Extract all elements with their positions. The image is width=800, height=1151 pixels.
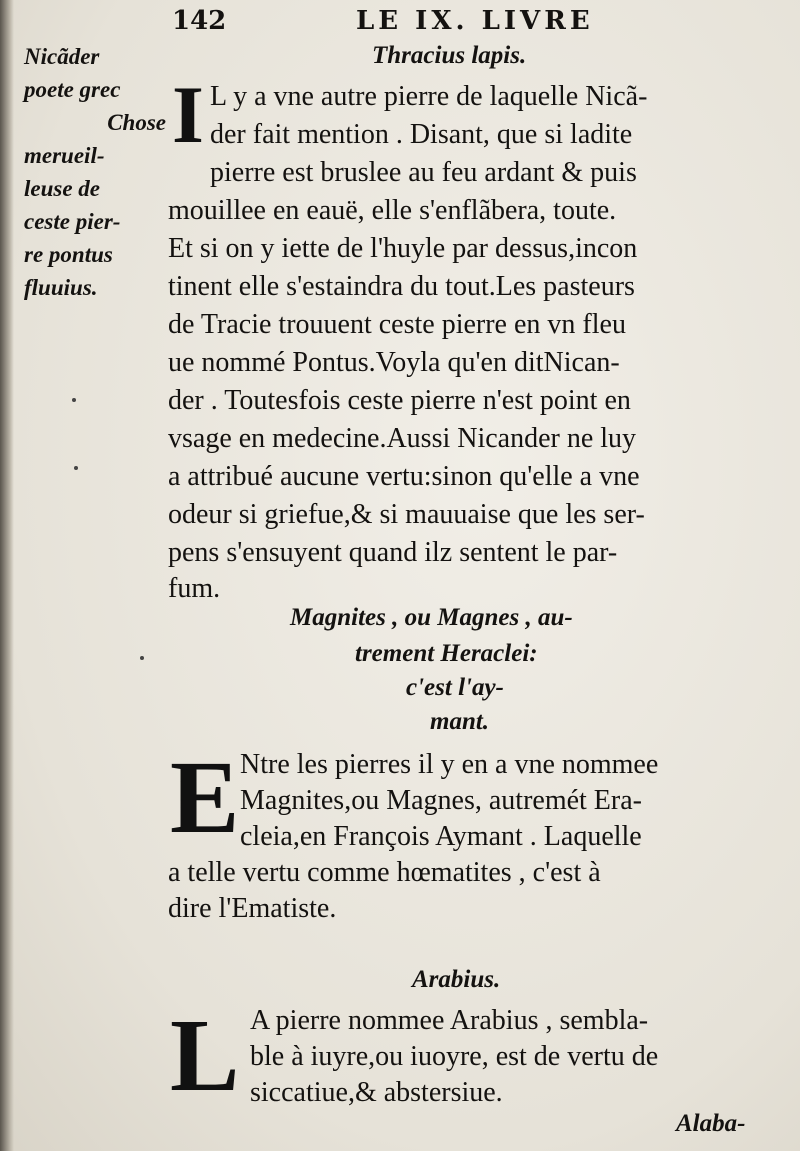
section-heading: Thracius lapis. — [372, 42, 527, 69]
paper-speck — [140, 656, 144, 660]
text-line: Et si on y iette de l'huyle par dessus,incon — [168, 233, 638, 264]
margin-note-line: ceste pier- — [24, 209, 121, 234]
text-line: cleia,en François Aymant . Laquelle — [240, 821, 642, 852]
text-line: ue nommé Pontus.Voyla qu'en ditNican- — [168, 347, 620, 378]
text-line: A pierre nommee Arabius , sembla- — [250, 1005, 649, 1036]
text-line: vsage en medecine.Aussi Nicander ne luy — [168, 423, 637, 454]
paper-speck — [74, 466, 78, 470]
margin-note-line: Chose — [107, 110, 166, 135]
drop-cap: L — [170, 998, 240, 1113]
text-line: a telle vertu comme hœmatites , c'est à — [168, 857, 601, 888]
running-head: LE IX. LIVRE — [356, 6, 594, 36]
margin-note-line: re pontus — [24, 242, 113, 267]
section-heading: Magnites , ou Magnes , au- — [290, 604, 573, 631]
text-line: der fait mention . Disant, que si ladite — [210, 119, 633, 150]
text-line: der . Toutesfois ceste pierre n'est point en — [168, 385, 631, 416]
text-line: Magnites,ou Magnes, autremét Era- — [240, 785, 642, 816]
catchword: Alaba- — [676, 1110, 746, 1137]
text-line: L y a vne autre pierre de laquelle Nicã- — [210, 81, 648, 112]
margin-note-line: merueil- — [24, 143, 105, 168]
binding-shadow — [0, 0, 14, 1151]
text-line: tinent elle s'estaindra du tout.Les pasteurs — [168, 271, 635, 302]
text-line: Ntre les pierres il y en a vne nommee — [240, 749, 659, 780]
text-line: dire l'Ematiste. — [168, 893, 337, 924]
margin-note-line: leuse de — [24, 176, 101, 201]
section-heading: Arabius. — [412, 966, 501, 993]
margin-note-line: fluuius. — [24, 275, 98, 300]
drop-cap: E — [170, 740, 240, 855]
text-line: ble à iuyre,ou iuoyre, est de vertu de — [250, 1041, 659, 1072]
text-line: fum. — [168, 573, 221, 604]
drop-cap: I — [172, 69, 204, 160]
margin-note-line: poete grec — [24, 77, 121, 102]
folio-number: 142 — [172, 6, 227, 36]
margin-notes — [24, 40, 174, 304]
text-line: pens s'ensuyent quand ilz sentent le par- — [168, 537, 618, 568]
margin-note-line: Nicãder — [24, 44, 100, 69]
section-heading: mant. — [430, 708, 490, 735]
text-line: a attribué aucune vertu:sinon qu'elle a vne — [168, 461, 640, 492]
section-heading: c'est l'ay- — [406, 674, 504, 701]
text-line: siccatiue,& abstersiue. — [250, 1077, 503, 1108]
paper-speck — [72, 398, 76, 402]
section-heading: trement Heraclei: — [355, 640, 538, 667]
text-line: mouillee en eauë, elle s'enflãbera, toute. — [168, 195, 617, 226]
text-line: odeur si griefue,& si mauuaise que les ser- — [168, 499, 645, 530]
text-line: de Tracie trouuent ceste pierre en vn fleu — [168, 309, 626, 340]
text-line: pierre est bruslee au feu ardant & puis — [210, 157, 637, 188]
